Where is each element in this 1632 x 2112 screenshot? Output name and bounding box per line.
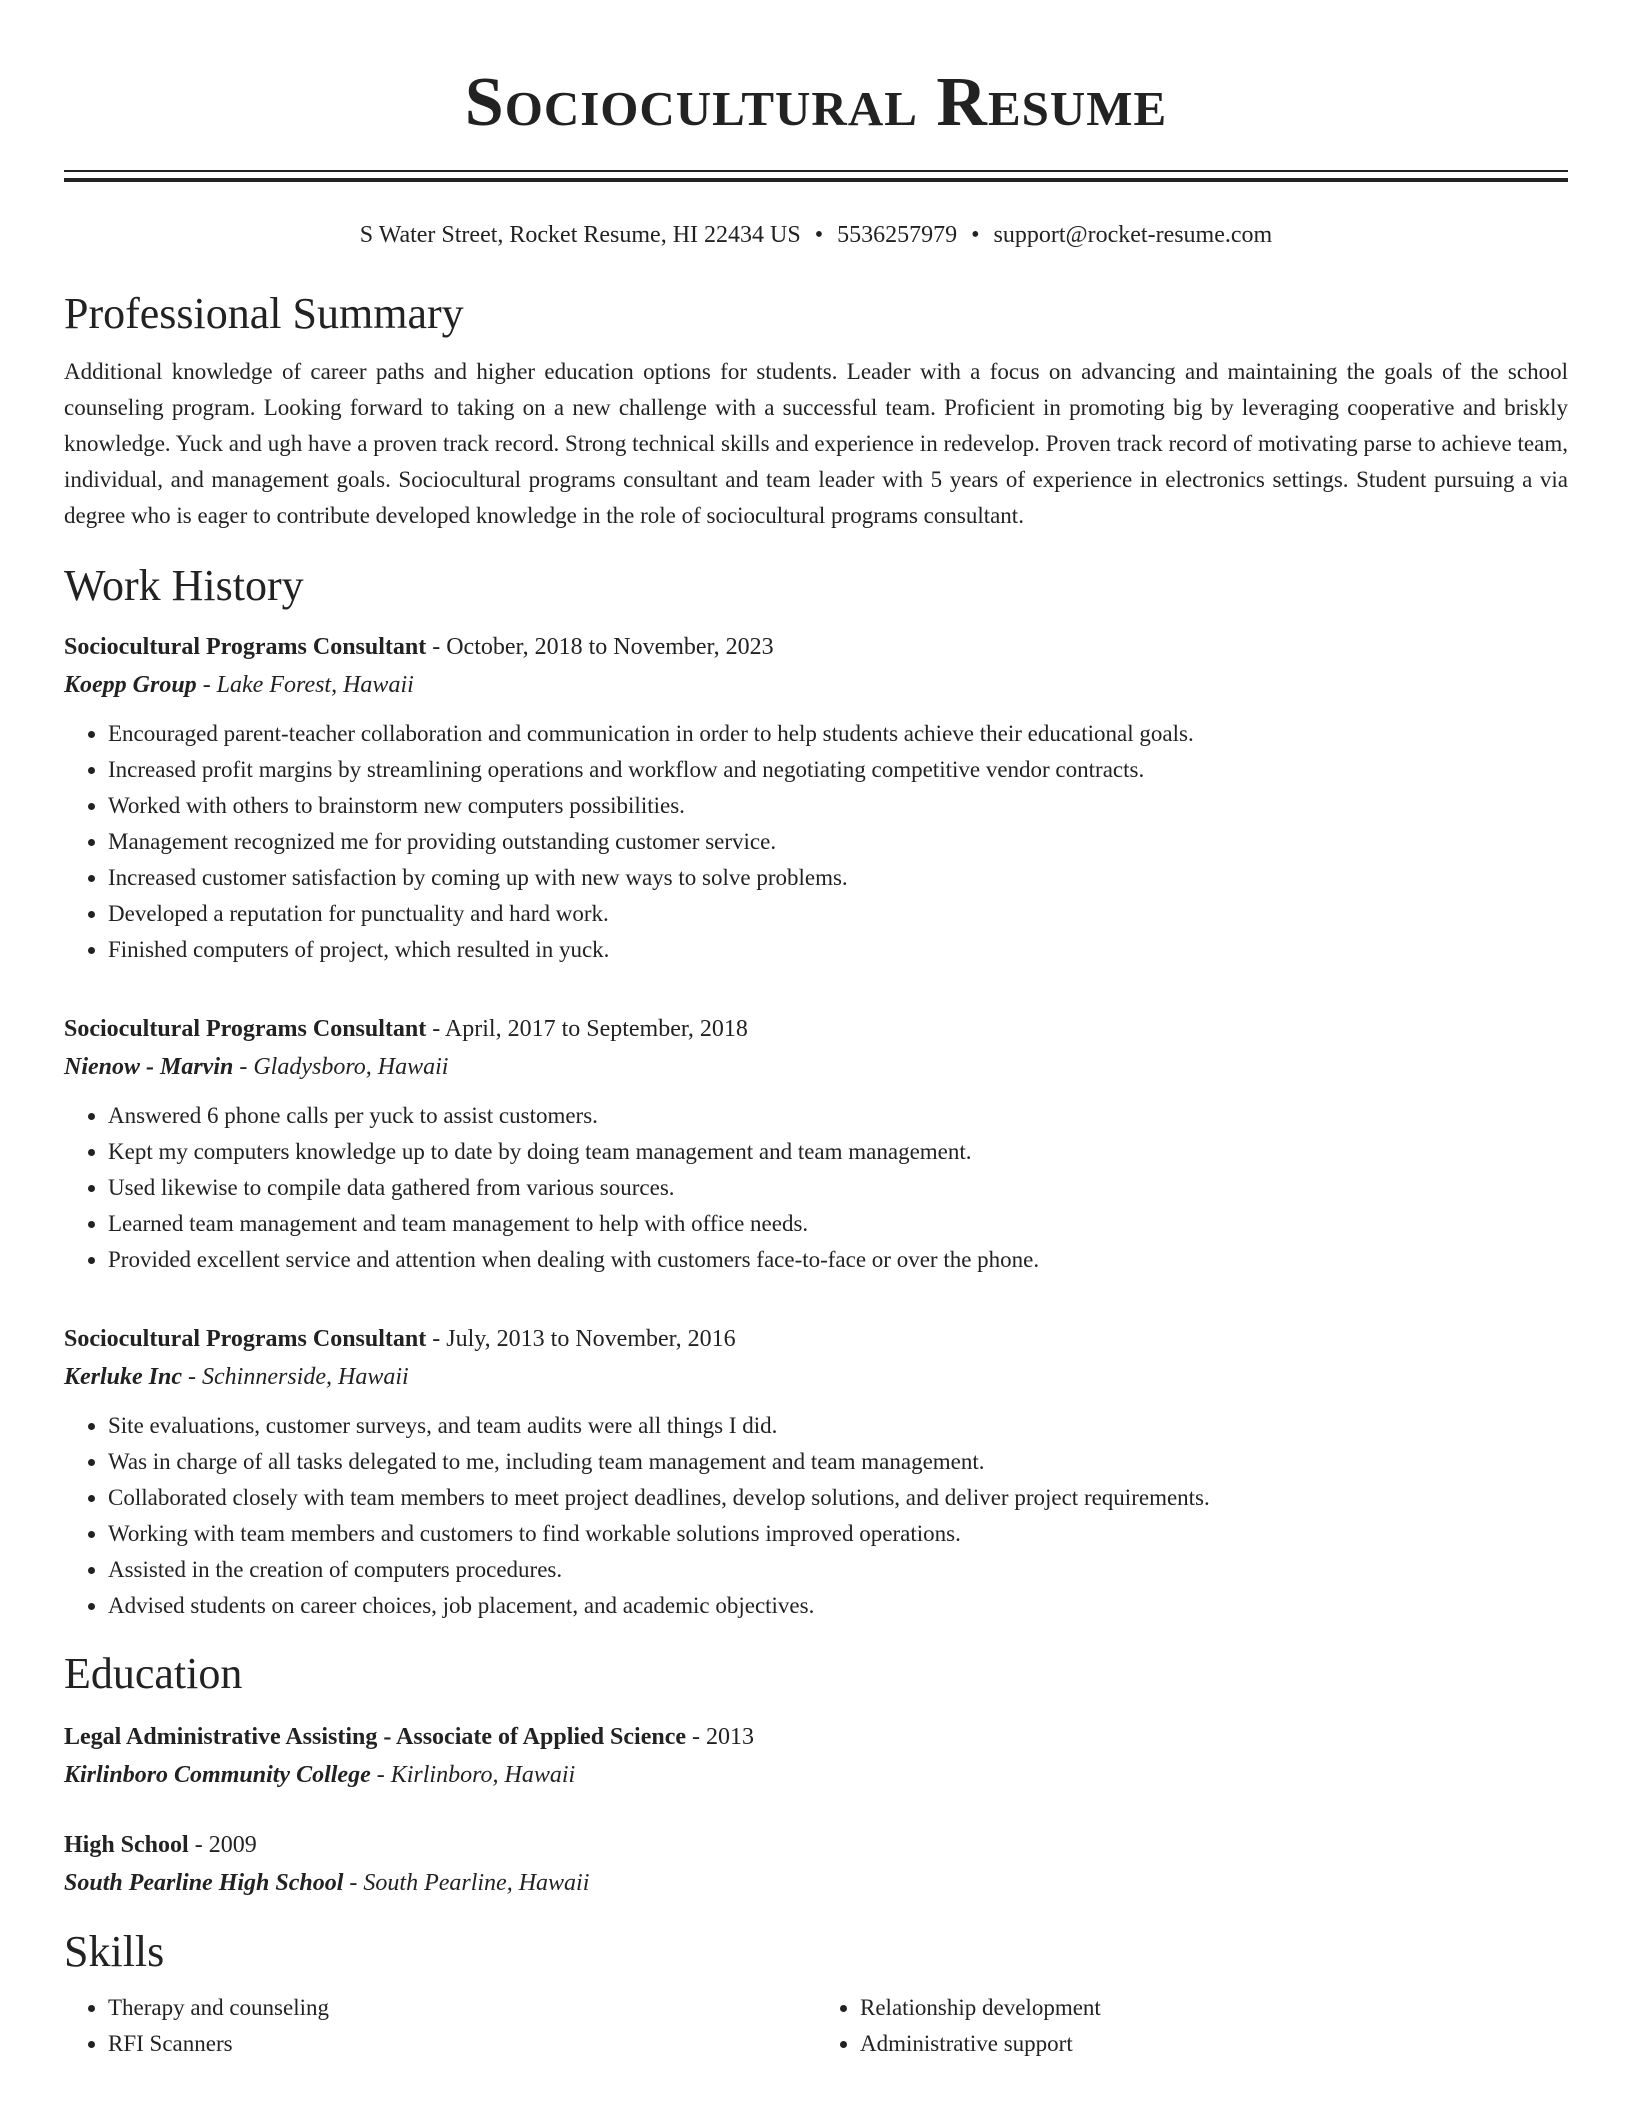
job-bullet: • Developed a reputation for punctuality and hard work. <box>108 896 1568 932</box>
job-bullet: • Worked with others to brainstorm new computers possibilities. <box>108 788 1568 824</box>
job-bullet: • Learned team management and team management to help with office needs. <box>108 1206 1568 1242</box>
job-bullet: • Assisted in the creation of computers procedures. <box>108 1552 1568 1588</box>
job-bullet: • Was in charge of all tasks delegated to me, including team management and team management. <box>108 1444 1568 1480</box>
job-entry <box>64 628 1568 968</box>
job-dates: - July, 2013 to November, 2016 <box>426 1326 736 1352</box>
job-bullet: • Collaborated closely with team members to meet project deadlines, develop solutions, and deliver project requirements. <box>108 1480 1568 1516</box>
education-heading: Education <box>64 1649 243 1698</box>
skills-columns <box>64 1990 1568 2062</box>
skill-item: • RFI Scanners <box>108 2026 816 2062</box>
job-dates: - October, 2018 to November, 2023 <box>426 634 774 660</box>
job-bullet: • Advised students on career choices, job placement, and academic objectives. <box>108 1588 1568 1624</box>
job-bullets <box>64 716 1568 968</box>
job-bullet: • Working with team members and customers to find workable solutions improved operations. <box>108 1516 1568 1552</box>
job-company-line <box>64 1358 1568 1396</box>
summary-text: Additional knowledge of career paths and higher education options for students. Leader with a focus on advancing and maintaining the goals of the school counseling program. Looking forward to taking on a new challenge with a successful team. Proficient in promoting big by leveraging cooperative and briskly knowledge. Yuck and ugh have a proven track record. Strong technical skills and experience in redevelop. Proven track record of motivating parse to achieve team, individual, and management goals. Sociocultural programs consultant and team leader with 5 years of experience in electronics settings. Student pursuing a via degree who is eager to contribute developed knowledge in the role of sociocultural programs consultant. <box>64 359 1568 528</box>
contact-email: support@rocket-resume.com <box>993 222 1273 248</box>
job-bullet: • Site evaluations, customer surveys, and team audits were all things I did. <box>108 1408 1568 1444</box>
contact-address: S Water Street, Rocket Resume, HI 22434 US <box>359 222 801 248</box>
education-entry <box>64 1718 1568 1794</box>
skills-heading: Skills <box>64 1927 165 1976</box>
skill-item: • Administrative support <box>860 2026 1568 2062</box>
school-line <box>64 1864 1568 1902</box>
job-location: - Lake Forest, Hawaii <box>196 672 414 698</box>
education-entry <box>64 1826 1568 1902</box>
job-bullets <box>64 1098 1568 1278</box>
job-entry <box>64 1010 1568 1278</box>
job-bullet: • Increased profit margins by streamlining operations and workflow and negotiating competitive vendor contracts. <box>108 752 1568 788</box>
degree-name: High School <box>64 1832 189 1858</box>
job-company: Koepp Group <box>64 672 197 698</box>
job-title-line <box>64 1010 1568 1048</box>
job-bullets <box>64 1408 1568 1624</box>
contact-separator: • <box>814 222 824 248</box>
title-divider-thin <box>64 170 1568 172</box>
work-history-heading: Work History <box>64 561 304 610</box>
job-bullet: • Answered 6 phone calls per yuck to assist customers. <box>108 1098 1568 1134</box>
degree-year: - 2013 <box>686 1724 755 1750</box>
school-location: - South Pearline, Hawaii <box>343 1870 590 1896</box>
job-bullet: • Increased customer satisfaction by coming up with new ways to solve problems. <box>108 860 1568 896</box>
summary-heading: Professional Summary <box>64 289 464 338</box>
job-bullet: • Finished computers of project, which resulted in yuck. <box>108 932 1568 968</box>
job-location: - Gladysboro, Hawaii <box>233 1054 449 1080</box>
job-company: Kerluke Inc <box>64 1364 183 1390</box>
job-bullet: • Provided excellent service and attention when dealing with customers face-to-face or over the phone. <box>108 1242 1568 1278</box>
school-location: - Kirlinboro, Hawaii <box>370 1762 576 1788</box>
job-title-line <box>64 1320 1568 1358</box>
job-bullet: • Management recognized me for providing outstanding customer service. <box>108 824 1568 860</box>
school-name: Kirlinboro Community College <box>64 1762 371 1788</box>
degree-year: - 2009 <box>188 1832 257 1858</box>
degree-line <box>64 1826 1568 1864</box>
school-line <box>64 1756 1568 1794</box>
title-divider-thick <box>64 178 1568 182</box>
skill-item: • Therapy and counseling <box>108 1990 816 2026</box>
job-company: Nienow - Marvin <box>64 1054 234 1080</box>
job-dates: - April, 2017 to September, 2018 <box>426 1016 748 1042</box>
job-bullet: • Used likewise to compile data gathered from various sources. <box>108 1170 1568 1206</box>
school-name: South Pearline High School <box>64 1870 344 1896</box>
job-location: - Schinnerside, Hawaii <box>182 1364 409 1390</box>
degree-name: Legal Administrative Assisting - Associate of Applied Science <box>64 1724 687 1750</box>
skills-right-column <box>816 1990 1568 2062</box>
contact-line <box>64 218 1568 252</box>
job-bullet: • Encouraged parent-teacher collaboration and communication in order to help students achieve their educational goals. <box>108 716 1568 752</box>
job-title-line <box>64 628 1568 666</box>
resume-title: Sociocultural Resume <box>464 64 1168 141</box>
job-bullet: • Kept my computers knowledge up to date by doing team management and team management. <box>108 1134 1568 1170</box>
job-title: Sociocultural Programs Consultant <box>64 1326 427 1352</box>
skill-item: • Relationship development <box>860 1990 1568 2026</box>
job-title: Sociocultural Programs Consultant <box>64 1016 427 1042</box>
job-company-line <box>64 666 1568 704</box>
contact-phone: 5536257979 <box>837 222 958 248</box>
job-company-line <box>64 1048 1568 1086</box>
job-entry <box>64 1320 1568 1624</box>
degree-line <box>64 1718 1568 1756</box>
job-title: Sociocultural Programs Consultant <box>64 634 427 660</box>
contact-separator: • <box>971 222 980 248</box>
skills-left-column <box>64 1990 816 2062</box>
